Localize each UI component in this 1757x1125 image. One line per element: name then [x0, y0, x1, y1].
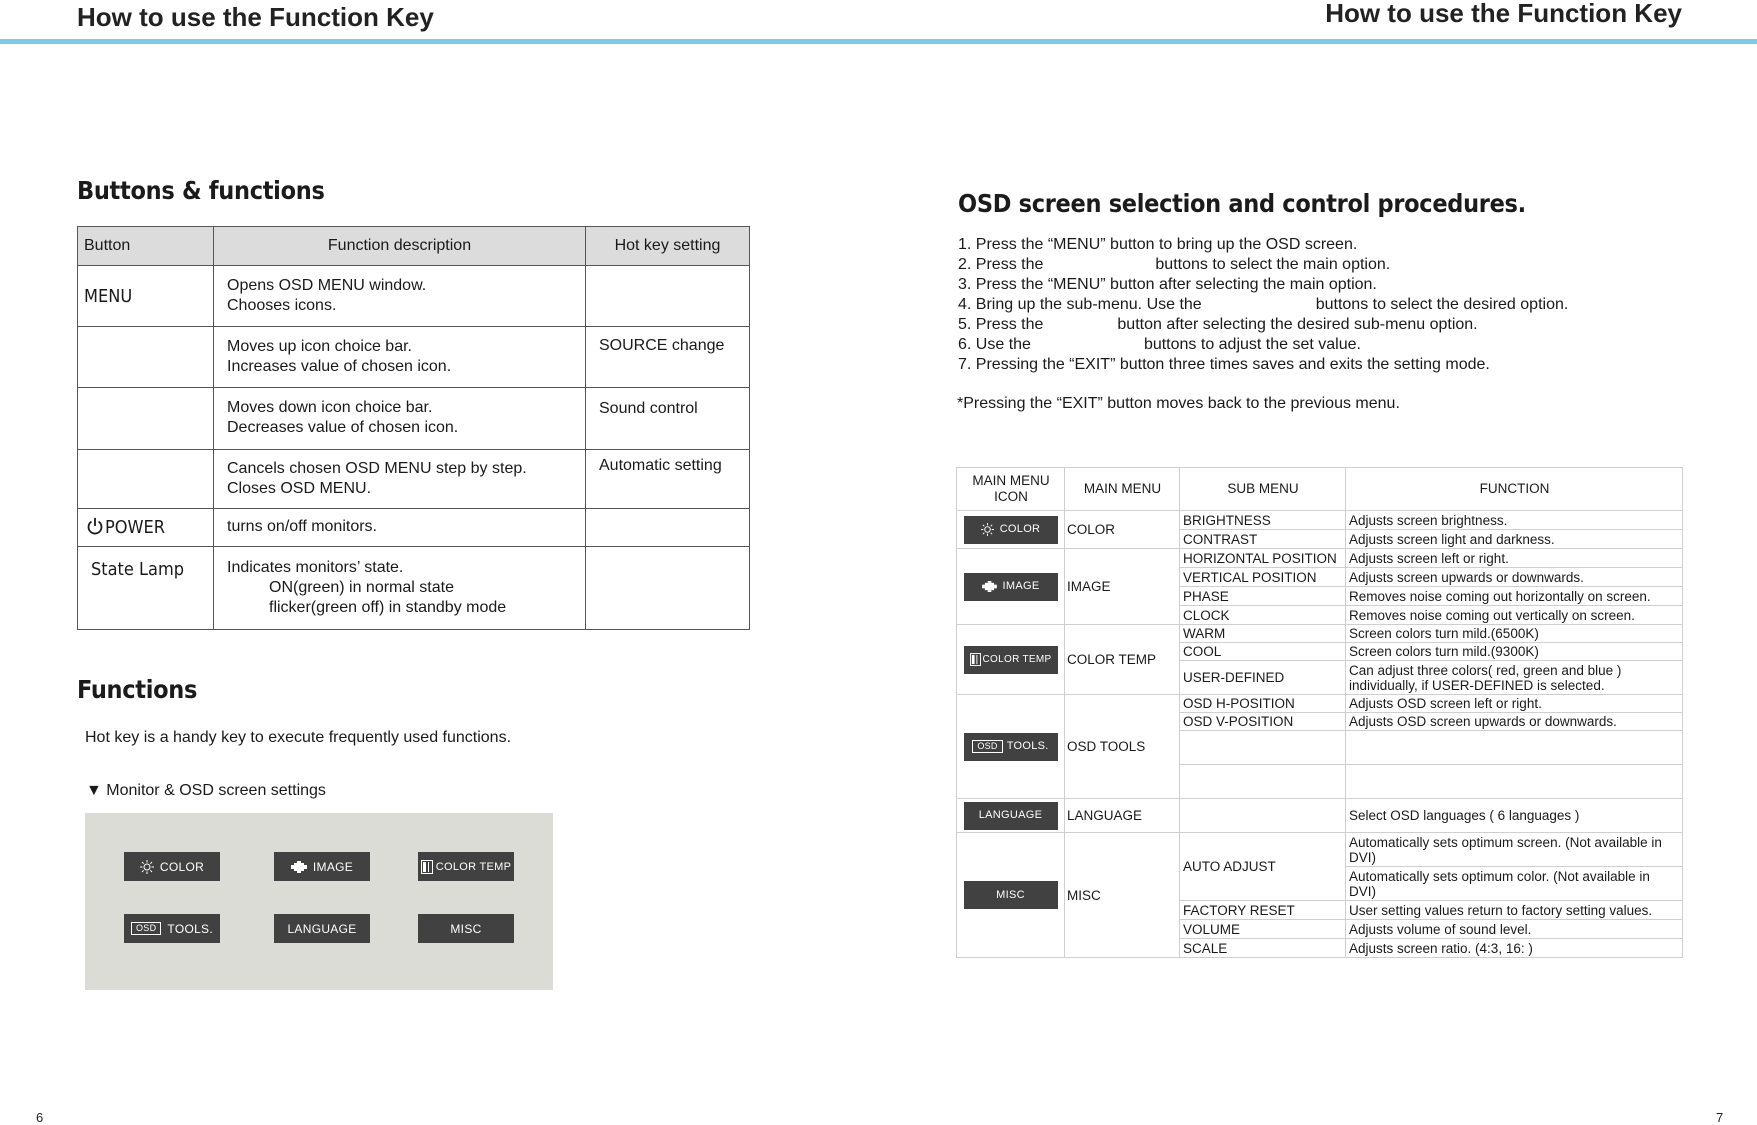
desc-line: Chooses icons. — [227, 297, 337, 315]
color-temp-icon — [970, 653, 981, 666]
main-menu-icon-cell — [957, 549, 1065, 625]
language-chip — [274, 914, 370, 943]
function-description — [214, 547, 586, 630]
color-chip — [124, 852, 220, 881]
chip-label: COLOR — [159, 859, 205, 874]
function-cell: Screen colors turn mild.(9300K) — [1346, 643, 1683, 661]
function-description — [214, 326, 586, 387]
table-row — [957, 625, 1683, 643]
main-menu-cell: MISC — [1065, 833, 1180, 958]
chip-label: MISC — [450, 921, 482, 936]
table-row — [78, 326, 750, 387]
hotkey-setting — [586, 266, 750, 327]
color-temp-chip — [418, 852, 514, 881]
function-cell — [1346, 731, 1683, 765]
sub-menu-cell — [1180, 765, 1346, 799]
settings-label: ▼ Monitor & OSD screen settings — [86, 782, 326, 799]
main-menu-icon-cell — [957, 625, 1065, 695]
sub-menu-cell: FACTORY RESET — [1180, 901, 1346, 920]
header-function: FUNCTION — [1346, 468, 1683, 511]
power-label: POWER — [105, 516, 166, 538]
table-row — [78, 508, 750, 546]
function-description — [214, 450, 586, 509]
step-7: 7. Pressing the “EXIT” button three times saves and exits the setting mode. — [958, 356, 1490, 373]
desc-line: Closes OSD MENU. — [227, 479, 372, 497]
main-menu-cell: COLOR — [1065, 511, 1180, 549]
button-name — [78, 450, 214, 509]
function-cell: Adjusts screen left or right. — [1346, 549, 1683, 568]
function-cell: Adjusts screen upwards or downwards. — [1346, 568, 1683, 587]
sub-menu-cell: SCALE — [1180, 939, 1346, 958]
desc-line: turns on/off monitors. — [227, 518, 377, 536]
function-cell: Removes noise coming out vertically on screen. — [1346, 606, 1683, 625]
exit-note: *Pressing the “EXIT” button moves back to the previous menu. — [957, 395, 1400, 412]
header-rule — [0, 39, 1757, 44]
sub-menu-cell: COOL — [1180, 643, 1346, 661]
desc-line: flicker(green off) in standby mode — [269, 599, 507, 617]
main-menu-cell: IMAGE — [1065, 549, 1180, 625]
desc-line: Moves down icon choice bar. — [227, 399, 433, 417]
table-row — [78, 547, 750, 630]
table-row — [78, 266, 750, 327]
button-name: MENU — [78, 266, 214, 327]
osd-badge: OSD — [131, 922, 161, 935]
sub-menu-cell: OSD V-POSITION — [1180, 713, 1346, 731]
function-description — [214, 266, 586, 327]
main-menu-icon-cell — [957, 511, 1065, 549]
functions-title: Functions — [77, 675, 198, 704]
desc-line: ON(green) in normal state — [269, 579, 454, 597]
function-cell: Screen colors turn mild.(6500K) — [1346, 625, 1683, 643]
button-name: State Lamp — [78, 547, 214, 630]
header-sub-menu: SUB MENU — [1180, 468, 1346, 511]
function-cell: Automatically sets optimum screen. (Not available in DVI) — [1346, 833, 1683, 867]
header-function: Function description — [214, 227, 586, 266]
chip-label: IMAGE — [312, 859, 354, 874]
desc-line: Moves up icon choice bar. — [227, 337, 412, 355]
function-cell: Adjusts OSD screen upwards or downwards. — [1346, 713, 1683, 731]
desc-line: Increases value of chosen icon. — [227, 357, 452, 375]
sub-menu-cell: CONTRAST — [1180, 530, 1346, 549]
function-cell: Adjusts screen brightness. — [1346, 511, 1683, 530]
desc-line: Cancels chosen OSD MENU step by step. — [227, 459, 527, 477]
desc-line: Indicates monitors’ state. — [227, 559, 404, 577]
osd-tools-chip — [124, 914, 220, 943]
table-row — [957, 511, 1683, 530]
image-chip: IMAGE — [964, 573, 1058, 601]
image-icon — [291, 861, 307, 873]
osd-settings-panel — [85, 813, 553, 990]
chip-label: TOOLS. — [167, 921, 213, 936]
osd-tools-chip: OSD TOOLS. — [964, 733, 1058, 761]
step-5: 5. Press the button after selecting the desired sub-menu option. — [958, 316, 1478, 333]
desc-line: Opens OSD MENU window. — [227, 277, 427, 295]
header-main-menu: MAIN MENU — [1065, 468, 1180, 511]
right-page-number: 7 — [1716, 1110, 1724, 1125]
button-name — [78, 326, 214, 387]
misc-chip — [418, 914, 514, 943]
table-row — [957, 833, 1683, 867]
sub-menu-cell: PHASE — [1180, 587, 1346, 606]
table-row — [78, 387, 750, 450]
misc-chip: MISC — [964, 881, 1058, 909]
chip-label: LANGUAGE — [287, 921, 357, 936]
sub-menu-cell: VERTICAL POSITION — [1180, 568, 1346, 587]
sub-menu-cell: AUTO ADJUST — [1180, 833, 1346, 901]
function-cell: Can adjust three colors( red, green and blue ) individually, if USER-DEFINED is selected. — [1346, 661, 1683, 695]
step-3: 3. Press the “MENU” button after selecting the main option. — [958, 276, 1377, 293]
buttons-table — [77, 226, 750, 630]
sub-menu-cell — [1180, 799, 1346, 833]
left-page-header: How to use the Function Key — [77, 2, 434, 32]
desc-line: Decreases value of chosen icon. — [227, 419, 459, 437]
function-description — [214, 508, 586, 546]
chip-label: COLOR TEMP — [435, 860, 512, 873]
button-name — [78, 508, 214, 546]
hotkey-setting: Automatic setting — [586, 450, 750, 509]
table-row — [957, 549, 1683, 568]
sub-menu-cell — [1180, 731, 1346, 765]
osd-menu-table — [956, 467, 1683, 958]
step-4: 4. Bring up the sub-menu. Use the buttons to select the desired option. — [958, 296, 1569, 313]
function-description — [214, 387, 586, 450]
function-cell: Adjusts screen light and darkness. — [1346, 530, 1683, 549]
hotkey-setting — [586, 547, 750, 630]
color-temp-chip: COLOR TEMP — [964, 646, 1058, 674]
osd-table-header — [957, 468, 1683, 511]
steps-list — [958, 235, 1568, 375]
sub-menu-cell: WARM — [1180, 625, 1346, 643]
table-row — [78, 450, 750, 509]
step-6: 6. Use the buttons to adjust the set value. — [958, 336, 1361, 353]
header-main-menu-icon: MAIN MENU ICON — [957, 468, 1065, 511]
button-name — [78, 387, 214, 450]
color-chip: COLOR — [964, 516, 1058, 544]
main-menu-cell: COLOR TEMP — [1065, 625, 1180, 695]
sub-menu-cell: BRIGHTNESS — [1180, 511, 1346, 530]
sub-menu-cell: CLOCK — [1180, 606, 1346, 625]
main-menu-icon-cell — [957, 799, 1065, 833]
sub-menu-cell: OSD H-POSITION — [1180, 695, 1346, 713]
function-cell: Select OSD languages ( 6 languages ) — [1346, 799, 1683, 833]
image-icon — [982, 581, 997, 592]
hotkey-setting: SOURCE change — [586, 326, 750, 387]
right-page-header: How to use the Function Key — [1325, 0, 1682, 28]
function-cell: Adjusts OSD screen left or right. — [1346, 695, 1683, 713]
main-menu-cell: OSD TOOLS — [1065, 695, 1180, 799]
language-chip: LANGUAGE — [964, 802, 1058, 830]
sun-icon — [981, 523, 994, 536]
buttons-table-header — [78, 227, 750, 266]
step-2: 2. Press the buttons to select the main option. — [958, 256, 1391, 273]
function-cell: User setting values return to factory setting values. — [1346, 901, 1683, 920]
sub-menu-cell: VOLUME — [1180, 920, 1346, 939]
header-hotkey: Hot key setting — [586, 227, 750, 266]
function-cell: Automatically sets optimum color. (Not available in DVI) — [1346, 867, 1683, 901]
hotkey-setting: Sound control — [586, 387, 750, 450]
sun-icon — [140, 860, 154, 874]
function-cell: Removes noise coming out horizontally on screen. — [1346, 587, 1683, 606]
sub-menu-cell: HORIZONTAL POSITION — [1180, 549, 1346, 568]
hotkey-setting — [586, 508, 750, 546]
function-cell: Adjusts screen ratio. (4:3, 16: ) — [1346, 939, 1683, 958]
power-icon — [86, 517, 104, 535]
main-menu-cell: LANGUAGE — [1065, 799, 1180, 833]
osd-procedures-title: OSD screen selection and control procedures. — [958, 189, 1526, 218]
sub-menu-cell: USER-DEFINED — [1180, 661, 1346, 695]
function-cell — [1346, 765, 1683, 799]
left-page-number: 6 — [36, 1110, 44, 1125]
header-button: Button — [78, 227, 214, 266]
table-row — [957, 799, 1683, 833]
main-menu-icon-cell — [957, 695, 1065, 799]
table-row — [957, 695, 1683, 713]
functions-text: Hot key is a handy key to execute frequently used functions. — [85, 729, 512, 746]
function-cell: Adjusts volume of sound level. — [1346, 920, 1683, 939]
step-1: 1. Press the “MENU” button to bring up the OSD screen. — [958, 236, 1358, 253]
image-chip — [274, 852, 370, 881]
color-temp-icon — [421, 860, 433, 874]
buttons-functions-title: Buttons & functions — [77, 176, 325, 205]
main-menu-icon-cell — [957, 833, 1065, 958]
